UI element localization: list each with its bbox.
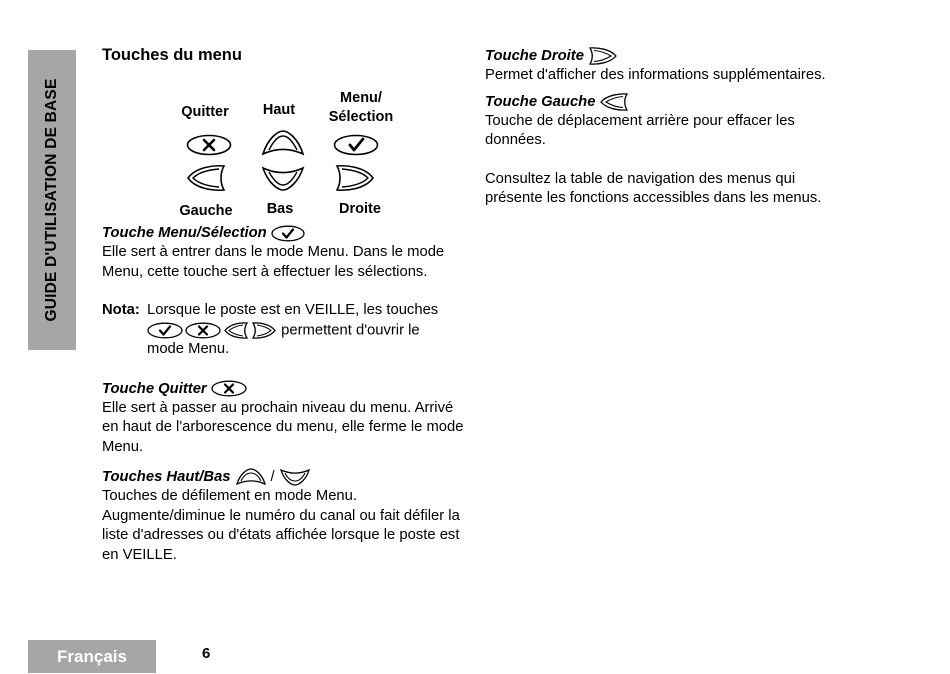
key-label-right: Droite [339,201,381,217]
left-key-icon [599,92,629,112]
right-key-title: Touche Droite [485,48,584,64]
down-key-icon [260,165,306,193]
quit-text: Elle sert à passer au prochain niveau du menu. Arrivé en haut de l'arborescence du menu, elle ferme le mode Menu. [102,399,464,455]
check-key-icon [333,134,379,156]
left-key-title-row [485,92,865,112]
right-column [485,46,865,209]
menu-keys-heading: Touches du menu [102,46,242,64]
nota-line2-text: permettent d'ouvrir le [281,321,420,338]
up-key-icon [260,128,306,158]
quit-title: Touche Quitter [102,380,207,397]
right-key-icon [588,46,618,66]
key-label-menu-line2: Sélection [328,109,394,125]
right-key-icon [333,163,377,193]
key-label-menu-line1: Menu/ [340,90,382,106]
updown-separator: / [270,469,275,486]
side-section-tab [28,50,76,350]
consult-text: Consultez la table de navigation des menus qui présente les fonctions accessibles dans les menus. [485,170,822,206]
left-key-title: Touche Gauche [485,93,596,110]
nota-key-icons [147,321,277,340]
key-label-menu [316,89,406,127]
key-label-down: Bas [266,201,294,217]
check-key-icon [147,322,183,339]
menu-select-text: Elle sert à entrer dans le mode Menu. Dans le mode Menu, cette touche sert à effectuer les sélections. [102,244,445,280]
menu-select-title: Touche Menu/Sélection [102,225,267,241]
up-key-icon [235,467,267,487]
down-key-icon [279,467,311,487]
close-x-key-icon [186,134,232,156]
menu-select-title-row [102,223,472,243]
updown-title: Touches Haut/Bas [102,469,231,486]
language-tab: Français [28,640,156,673]
page-number: 6 [202,645,211,662]
left-key-icon [184,163,228,193]
key-label-left: Gauche [179,203,233,219]
quit-title-row [102,379,472,399]
updown-title-row [102,467,472,487]
nota-line3: mode Menu. [147,341,230,358]
key-label-up: Haut [262,102,296,118]
side-tab-label: GUIDE D'UTILISATION DE BASE [43,78,60,322]
left-key-text: Touche de déplacement arrière pour effacer les données. [485,112,795,148]
nota-line1: Lorsque le poste est en VEILLE, les touches [147,302,439,318]
nota-line2 [147,321,438,341]
key-label-quit: Quitter [181,104,229,120]
keypad-diagram [102,65,472,223]
right-key-icon [251,321,277,340]
close-x-key-icon [185,322,221,339]
left-column [102,46,472,565]
right-key-title-row [485,46,865,66]
nota-label: Nota: [102,302,140,318]
check-key-icon [271,225,305,242]
right-key-text: Permet d'afficher des informations supplémentaires. [485,67,826,83]
close-x-key-icon [211,380,247,397]
updown-text: Touches de défilement en mode Menu. Augmente/diminue le numéro du canal ou fait défiler la liste d'adresses ou d'états affichée lorsque le poste est en VEILLE. [102,488,460,563]
nota-block [102,301,472,360]
left-key-icon [223,321,249,340]
